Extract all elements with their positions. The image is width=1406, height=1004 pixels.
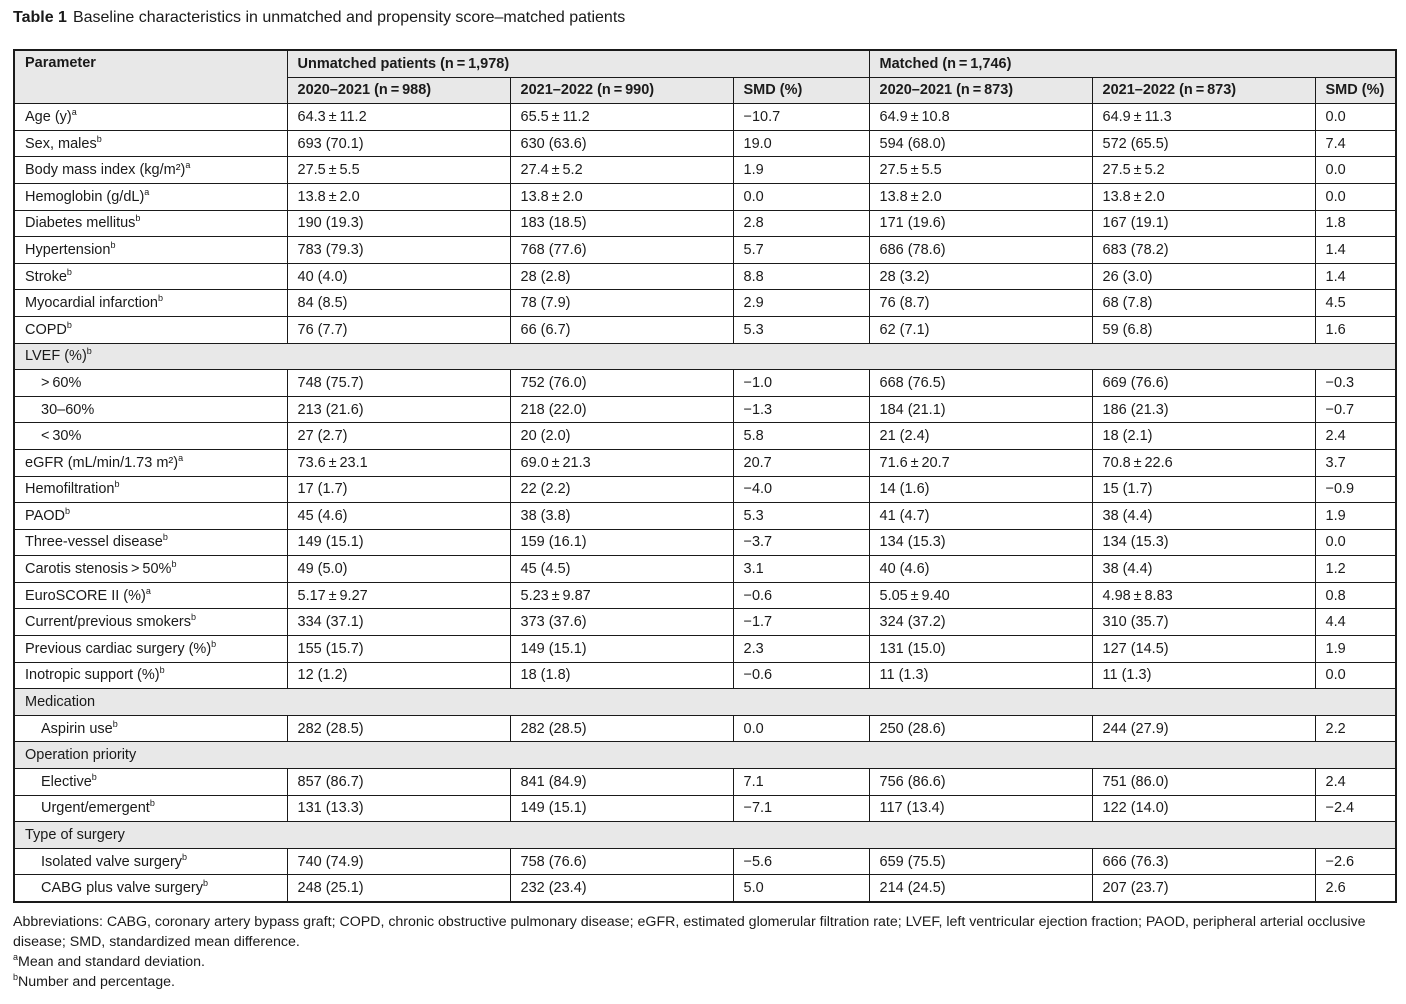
value-cell: 2.6 (1315, 875, 1396, 902)
value-cell: −0.6 (733, 582, 869, 609)
parameter-cell (14, 449, 287, 476)
footnote-b-mark: b (13, 972, 19, 982)
value-cell: 282 (28.5) (287, 715, 510, 742)
value-cell: 630 (63.6) (510, 130, 733, 157)
value-cell: 0.0 (733, 183, 869, 210)
value-cell: 40 (4.0) (287, 263, 510, 290)
header-matched-group: Matched (n = 1,746) (869, 50, 1396, 77)
value-cell: 2.2 (1315, 715, 1396, 742)
value-cell: 740 (74.9) (287, 848, 510, 875)
value-cell: −3.7 (733, 529, 869, 556)
value-cell: 12 (1.2) (287, 662, 510, 689)
value-cell: −2.4 (1315, 795, 1396, 822)
value-cell: 1.4 (1315, 237, 1396, 264)
value-cell: 748 (75.7) (287, 370, 510, 397)
table-row (14, 290, 1396, 317)
table-body (14, 104, 1396, 902)
baseline-characteristics-table (13, 49, 1397, 903)
parameter-cell (14, 662, 287, 689)
footnote-marker: a (71, 106, 77, 117)
value-cell: 64.9 ± 10.8 (869, 104, 1092, 131)
value-cell: 751 (86.0) (1092, 769, 1315, 796)
row-label: Carotis stenosis > 50% (25, 561, 172, 578)
value-cell: −1.3 (733, 396, 869, 423)
value-cell: 13.8 ± 2.0 (287, 183, 510, 210)
value-cell: 149 (15.1) (510, 795, 733, 822)
value-cell: 213 (21.6) (287, 396, 510, 423)
value-cell: 171 (19.6) (869, 210, 1092, 237)
value-cell: −1.0 (733, 370, 869, 397)
value-cell: 68 (7.8) (1092, 290, 1315, 317)
value-cell: 4.98 ± 8.83 (1092, 582, 1315, 609)
section-row (14, 343, 1396, 370)
value-cell: −1.7 (733, 609, 869, 636)
value-cell: 76 (8.7) (869, 290, 1092, 317)
value-cell: 38 (4.4) (1092, 556, 1315, 583)
table-row (14, 848, 1396, 875)
row-label: 30–60% (41, 401, 95, 418)
footnote-marker: b (65, 505, 71, 516)
value-cell: 310 (35.7) (1092, 609, 1315, 636)
value-cell: 27 (2.7) (287, 423, 510, 450)
footnote-marker: b (157, 293, 163, 304)
value-cell: 27.5 ± 5.5 (287, 157, 510, 184)
table-row (14, 476, 1396, 503)
parameter-cell (14, 556, 287, 583)
value-cell: 3.1 (733, 556, 869, 583)
parameter-cell (14, 636, 287, 663)
value-cell: 11 (1.3) (869, 662, 1092, 689)
value-cell: 214 (24.5) (869, 875, 1092, 902)
footnote-marker: b (96, 133, 102, 144)
value-cell: 3.7 (1315, 449, 1396, 476)
parameter-cell (14, 396, 287, 423)
row-label: LVEF (%) (25, 348, 87, 365)
value-cell: 155 (15.7) (287, 636, 510, 663)
value-cell: 69.0 ± 21.3 (510, 449, 733, 476)
parameter-cell (14, 183, 287, 210)
table-row (14, 104, 1396, 131)
row-label: Type of surgery (25, 827, 125, 844)
row-label: Age (y) (25, 108, 72, 125)
value-cell: 373 (37.6) (510, 609, 733, 636)
parameter-cell (14, 875, 287, 902)
parameter-cell (14, 316, 287, 343)
value-cell: 232 (23.4) (510, 875, 733, 902)
value-cell: 40 (4.6) (869, 556, 1092, 583)
value-cell: 78 (7.9) (510, 290, 733, 317)
value-cell: 134 (15.3) (1092, 529, 1315, 556)
value-cell: 841 (84.9) (510, 769, 733, 796)
value-cell: 20.7 (733, 449, 869, 476)
value-cell: 5.05 ± 9.40 (869, 582, 1092, 609)
section-row (14, 822, 1396, 849)
value-cell: 1.4 (1315, 263, 1396, 290)
row-label: Aspirin use (41, 720, 113, 737)
value-cell: 11 (1.3) (1092, 662, 1315, 689)
header-unmatched-2020-2021: 2020–2021 (n = 988) (287, 77, 510, 104)
value-cell: 669 (76.6) (1092, 370, 1315, 397)
footnote-marker: b (162, 532, 168, 543)
footnote-a-text: Mean and standard deviation. (18, 954, 205, 970)
table-row (14, 636, 1396, 663)
value-cell: 1.2 (1315, 556, 1396, 583)
value-cell: 22 (2.2) (510, 476, 733, 503)
header-unmatched-smd: SMD (%) (733, 77, 869, 104)
value-cell: 2.8 (733, 210, 869, 237)
row-label: eGFR (mL/min/1.73 m²) (25, 454, 179, 471)
footnote-marker: b (182, 851, 188, 862)
value-cell: 4.4 (1315, 609, 1396, 636)
row-label: COPD (25, 321, 67, 338)
value-cell: 65.5 ± 11.2 (510, 104, 733, 131)
value-cell: 134 (15.3) (869, 529, 1092, 556)
value-cell: 70.8 ± 22.6 (1092, 449, 1315, 476)
value-cell: 13.8 ± 2.0 (1092, 183, 1315, 210)
row-label: Medication (25, 694, 96, 711)
row-label: > 60% (41, 374, 82, 391)
value-cell: 45 (4.5) (510, 556, 733, 583)
value-cell: 27.5 ± 5.5 (869, 157, 1092, 184)
value-cell: 768 (77.6) (510, 237, 733, 264)
value-cell: 683 (78.2) (1092, 237, 1315, 264)
value-cell: 8.8 (733, 263, 869, 290)
parameter-cell (14, 263, 287, 290)
value-cell: 13.8 ± 2.0 (510, 183, 733, 210)
row-label: Diabetes mellitus (25, 215, 136, 232)
value-cell: 17 (1.7) (287, 476, 510, 503)
value-cell: 15 (1.7) (1092, 476, 1315, 503)
value-cell: 783 (79.3) (287, 237, 510, 264)
value-cell: 324 (37.2) (869, 609, 1092, 636)
value-cell: 0.0 (1315, 157, 1396, 184)
value-cell: 26 (3.0) (1092, 263, 1315, 290)
value-cell: 4.5 (1315, 290, 1396, 317)
footnote-marker: b (149, 798, 155, 809)
row-label: Operation priority (25, 747, 137, 764)
header-unmatched-group: Unmatched patients (n = 1,978) (287, 50, 869, 77)
value-cell: −5.6 (733, 848, 869, 875)
row-label: Hemoglobin (g/dL) (25, 188, 145, 205)
header-matched-2020-2021: 2020–2021 (n = 873) (869, 77, 1092, 104)
value-cell: 1.6 (1315, 316, 1396, 343)
footnote-abbreviations: Abbreviations: CABG, coronary artery bypass graft; COPD, chronic obstructive pulmonary disease; eGFR, estimated glomerular filtration rate; LVEF, left ventricular ejection fraction; PAOD, peripheral arterial occlusive disease; SMD, standardized mean difference. (13, 914, 1366, 950)
footnote-marker: b (159, 665, 165, 676)
value-cell: 5.7 (733, 237, 869, 264)
footnote-marker: b (112, 718, 118, 729)
value-cell: −0.7 (1315, 396, 1396, 423)
value-cell: 5.17 ± 9.27 (287, 582, 510, 609)
value-cell: 122 (14.0) (1092, 795, 1315, 822)
value-cell: 28 (2.8) (510, 263, 733, 290)
value-cell: 5.3 (733, 316, 869, 343)
value-cell: 0.0 (1315, 183, 1396, 210)
parameter-cell (14, 130, 287, 157)
value-cell: 2.4 (1315, 769, 1396, 796)
row-label: Current/previous smokers (25, 614, 191, 631)
value-cell: 38 (4.4) (1092, 503, 1315, 530)
value-cell: 21 (2.4) (869, 423, 1092, 450)
table-row (14, 769, 1396, 796)
value-cell: 131 (15.0) (869, 636, 1092, 663)
parameter-cell (14, 237, 287, 264)
value-cell: 64.9 ± 11.3 (1092, 104, 1315, 131)
value-cell: 13.8 ± 2.0 (869, 183, 1092, 210)
value-cell: −2.6 (1315, 848, 1396, 875)
value-cell: 62 (7.1) (869, 316, 1092, 343)
row-label: PAOD (25, 507, 66, 524)
value-cell: 149 (15.1) (287, 529, 510, 556)
value-cell: 758 (76.6) (510, 848, 733, 875)
row-label: < 30% (41, 428, 82, 445)
value-cell: 857 (86.7) (287, 769, 510, 796)
footnote-marker: a (144, 186, 150, 197)
table-row (14, 582, 1396, 609)
value-cell: 84 (8.5) (287, 290, 510, 317)
section-label-cell (14, 742, 1396, 769)
value-cell: 7.4 (1315, 130, 1396, 157)
footnote-marker: a (185, 160, 191, 171)
value-cell: 686 (78.6) (869, 237, 1092, 264)
table-row (14, 130, 1396, 157)
value-cell: 2.4 (1315, 423, 1396, 450)
row-label: Previous cardiac surgery (%) (25, 640, 212, 657)
value-cell: 184 (21.1) (869, 396, 1092, 423)
table-row (14, 449, 1396, 476)
value-cell: 127 (14.5) (1092, 636, 1315, 663)
value-cell: −7.1 (733, 795, 869, 822)
value-cell: −0.9 (1315, 476, 1396, 503)
footnote-marker: b (202, 878, 208, 889)
value-cell: 1.8 (1315, 210, 1396, 237)
value-cell: 0.0 (1315, 104, 1396, 131)
value-cell: 5.8 (733, 423, 869, 450)
value-cell: 0.8 (1315, 582, 1396, 609)
parameter-cell (14, 795, 287, 822)
value-cell: 76 (7.7) (287, 316, 510, 343)
table-row (14, 503, 1396, 530)
section-label-cell (14, 689, 1396, 716)
row-label: Body mass index (kg/m²) (25, 162, 186, 179)
value-cell: 756 (86.6) (869, 769, 1092, 796)
parameter-cell (14, 157, 287, 184)
parameter-cell (14, 529, 287, 556)
value-cell: 659 (75.5) (869, 848, 1092, 875)
value-cell: 282 (28.5) (510, 715, 733, 742)
section-label-cell (14, 343, 1396, 370)
value-cell: 59 (6.8) (1092, 316, 1315, 343)
value-cell: 218 (22.0) (510, 396, 733, 423)
footnote-marker: b (86, 346, 92, 357)
footnote-marker: b (211, 638, 217, 649)
value-cell: 5.23 ± 9.87 (510, 582, 733, 609)
footnote-b (13, 972, 1398, 992)
value-cell: 131 (13.3) (287, 795, 510, 822)
footnote-marker: b (66, 319, 72, 330)
parameter-cell (14, 609, 287, 636)
value-cell: 117 (13.4) (869, 795, 1092, 822)
value-cell: 66 (6.7) (510, 316, 733, 343)
value-cell: 1.9 (1315, 503, 1396, 530)
table-row (14, 609, 1396, 636)
parameter-cell (14, 503, 287, 530)
header-unmatched-2021-2022: 2021–2022 (n = 990) (510, 77, 733, 104)
section-row (14, 742, 1396, 769)
value-cell: 668 (76.5) (869, 370, 1092, 397)
row-label: CABG plus valve surgery (41, 880, 203, 897)
footnote-marker: b (171, 559, 177, 570)
table-row (14, 237, 1396, 264)
row-label: Hemofiltration (25, 481, 115, 498)
value-cell: 752 (76.0) (510, 370, 733, 397)
section-row (14, 689, 1396, 716)
footnote-a (13, 952, 1398, 972)
value-cell: 207 (23.7) (1092, 875, 1315, 902)
parameter-cell (14, 104, 287, 131)
header-matched-smd: SMD (%) (1315, 77, 1396, 104)
header-parameter: Parameter (14, 50, 287, 104)
value-cell: 250 (28.6) (869, 715, 1092, 742)
parameter-cell (14, 582, 287, 609)
parameter-cell (14, 210, 287, 237)
footnote-marker: b (191, 612, 197, 623)
value-cell: 1.9 (733, 157, 869, 184)
value-cell: 45 (4.6) (287, 503, 510, 530)
row-label: Three-vessel disease (25, 534, 163, 551)
row-label: EuroSCORE II (%) (25, 587, 146, 604)
value-cell: 27.4 ± 5.2 (510, 157, 733, 184)
value-cell: 14 (1.6) (869, 476, 1092, 503)
value-cell: 248 (25.1) (287, 875, 510, 902)
value-cell: 594 (68.0) (869, 130, 1092, 157)
value-cell: 693 (70.1) (287, 130, 510, 157)
value-cell: 334 (37.1) (287, 609, 510, 636)
row-label: Inotropic support (%) (25, 667, 160, 684)
table-row (14, 396, 1396, 423)
value-cell: 183 (18.5) (510, 210, 733, 237)
value-cell: 0.0 (733, 715, 869, 742)
value-cell: 0.0 (1315, 529, 1396, 556)
parameter-cell (14, 848, 287, 875)
row-label: Urgent/emergent (41, 800, 150, 817)
footnote-marker: b (91, 771, 97, 782)
value-cell: 244 (27.9) (1092, 715, 1315, 742)
table-row (14, 715, 1396, 742)
value-cell: 18 (2.1) (1092, 423, 1315, 450)
value-cell: 73.6 ± 23.1 (287, 449, 510, 476)
table-row (14, 556, 1396, 583)
value-cell: 190 (19.3) (287, 210, 510, 237)
table-row (14, 183, 1396, 210)
footnote-marker: a (145, 585, 151, 596)
value-cell: 572 (65.5) (1092, 130, 1315, 157)
value-cell: −0.3 (1315, 370, 1396, 397)
table-row (14, 157, 1396, 184)
value-cell: 38 (3.8) (510, 503, 733, 530)
row-label: Hypertension (25, 241, 111, 258)
table-caption-text: Baseline characteristics in unmatched and propensity score–matched patients (72, 9, 626, 26)
value-cell: 5.3 (733, 503, 869, 530)
value-cell: 159 (16.1) (510, 529, 733, 556)
value-cell: 186 (21.3) (1092, 396, 1315, 423)
row-label: Isolated valve surgery (41, 853, 183, 870)
row-label: Myocardial infarction (25, 295, 158, 312)
value-cell: 71.6 ± 20.7 (869, 449, 1092, 476)
value-cell: 27.5 ± 5.2 (1092, 157, 1315, 184)
footnote-marker: b (114, 479, 120, 490)
footnote-marker: b (135, 213, 141, 224)
footnote-marker: b (110, 239, 116, 250)
section-label-cell (14, 822, 1396, 849)
table-caption (13, 9, 625, 27)
row-label: Stroke (25, 268, 67, 285)
value-cell: 20 (2.0) (510, 423, 733, 450)
value-cell: 149 (15.1) (510, 636, 733, 663)
parameter-cell (14, 290, 287, 317)
parameter-cell (14, 476, 287, 503)
footnote-b-text: Number and percentage. (18, 974, 175, 990)
table-row (14, 662, 1396, 689)
value-cell: 18 (1.8) (510, 662, 733, 689)
table-row (14, 875, 1396, 902)
value-cell: −4.0 (733, 476, 869, 503)
value-cell: 41 (4.7) (869, 503, 1092, 530)
value-cell: 167 (19.1) (1092, 210, 1315, 237)
table-caption-label: Table 1 (13, 9, 67, 26)
parameter-cell (14, 423, 287, 450)
footnote-marker: b (66, 266, 72, 277)
value-cell: 5.0 (733, 875, 869, 902)
table-row (14, 795, 1396, 822)
value-cell: −10.7 (733, 104, 869, 131)
value-cell: 49 (5.0) (287, 556, 510, 583)
table-row (14, 210, 1396, 237)
value-cell: 2.9 (733, 290, 869, 317)
value-cell: 7.1 (733, 769, 869, 796)
table-row (14, 370, 1396, 397)
table-footnotes (13, 912, 1398, 992)
footnote-marker: a (178, 452, 184, 463)
value-cell: 666 (76.3) (1092, 848, 1315, 875)
table-row (14, 263, 1396, 290)
footnote-a-mark: a (13, 952, 19, 962)
value-cell: 28 (3.2) (869, 263, 1092, 290)
row-label: Elective (41, 773, 92, 790)
table-row (14, 316, 1396, 343)
table-row (14, 423, 1396, 450)
value-cell: 1.9 (1315, 636, 1396, 663)
header-matched-2021-2022: 2021–2022 (n = 873) (1092, 77, 1315, 104)
parameter-cell (14, 769, 287, 796)
row-label: Sex, males (25, 135, 97, 152)
parameter-cell (14, 370, 287, 397)
value-cell: 0.0 (1315, 662, 1396, 689)
parameter-cell (14, 715, 287, 742)
value-cell: 19.0 (733, 130, 869, 157)
value-cell: 64.3 ± 11.2 (287, 104, 510, 131)
value-cell: −0.6 (733, 662, 869, 689)
value-cell: 2.3 (733, 636, 869, 663)
table-row (14, 529, 1396, 556)
